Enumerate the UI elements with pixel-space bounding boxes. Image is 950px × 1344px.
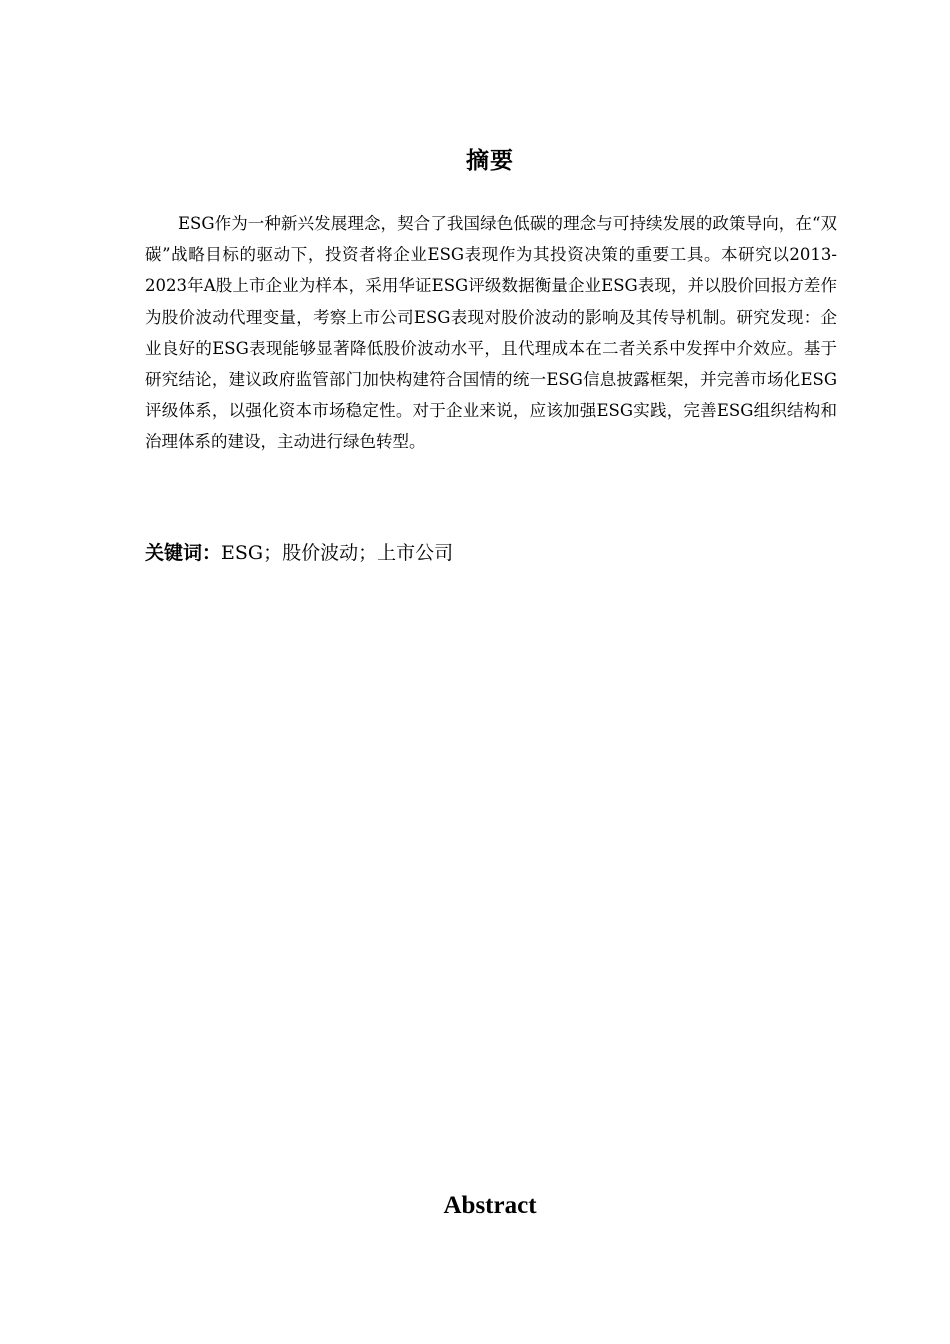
keywords-line <box>145 537 453 569</box>
abstract-body-cn: ESG作为一种新兴发展理念，契合了我国绿色低碳的理念与可持续发展的政策导向，在“双碳”战略目标的驱动下，投资者将企业ESG表现作为其投资决策的重要工具。本研究以2013-2023年A股上市企业为样本，采用华证ESG评级数据衡量企业ESG表现，并以股价回报方差作为股价波动代理变量，考察上市公司ESG表现对股价波动的影响及其传导机制。研究发现：企业良好的ESG表现能够显著降低股价波动水平，且代理成本在二者关系中发挥中介效应。基于研究结论，建议政府监管部门加快构建符合国情的统一ESG信息披露框架，并完善市场化ESG评级体系，以强化资本市场稳定性。对于企业来说，应该加强ESG实践，完善ESG组织结构和治理体系的建设，主动进行绿色转型。 <box>145 214 837 452</box>
abstract-title-cn: 摘要 <box>466 148 514 174</box>
abstract-title-en: Abstract <box>443 1192 537 1219</box>
keywords-label: 关键词： <box>145 542 222 564</box>
keywords-values: ESG；股价波动；上市公司 <box>221 542 454 564</box>
